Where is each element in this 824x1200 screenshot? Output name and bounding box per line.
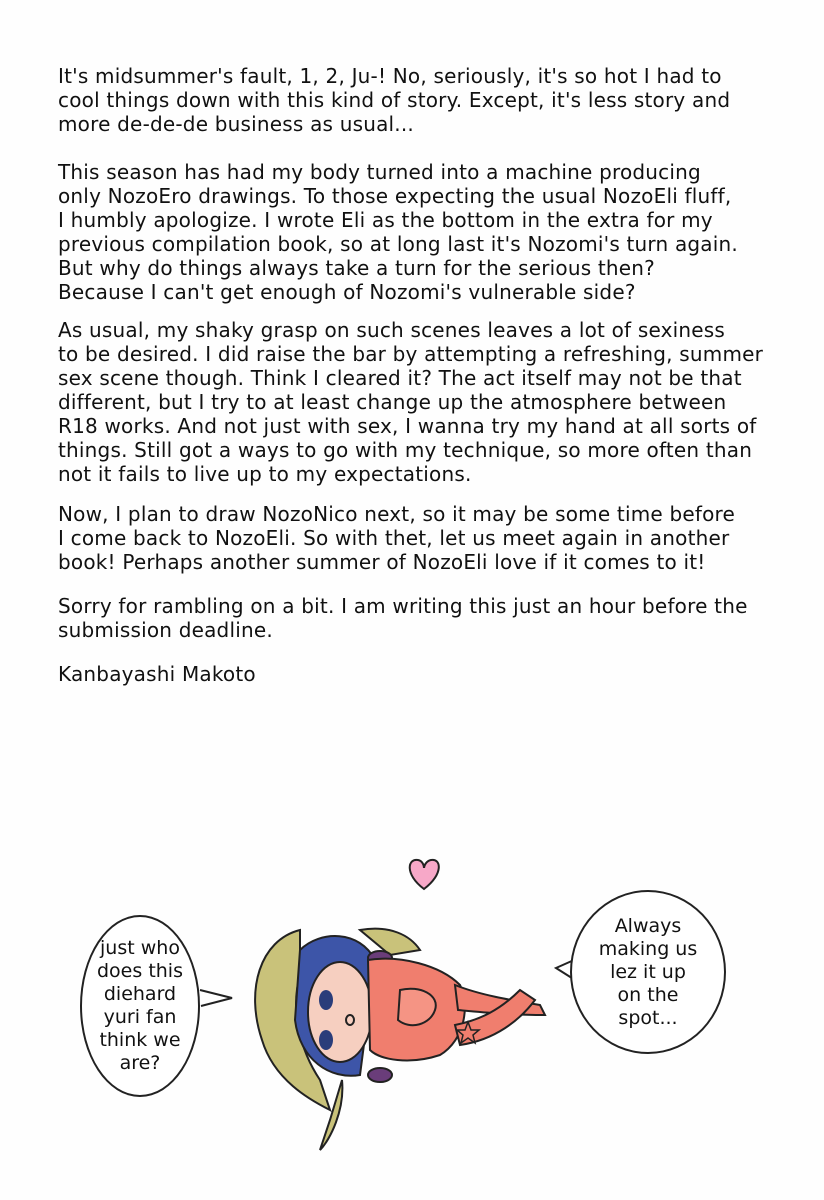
face xyxy=(308,962,372,1062)
paragraph-1: It's midsummer's fault, 1, 2, Ju-! No, seriously, it's so hot I had to cool things down with this kind of story. Except, it's less story and more de-de-de business as usual... xyxy=(58,64,731,136)
paragraph-5: Sorry for rambling on a bit. I am writing this just an hour before the submission deadline. xyxy=(58,594,748,642)
paragraph-3: As usual, my shaky grasp on such scenes leaves a lot of sexiness to be desired. I did raise the bar by attempting a refreshing, summer sex scene though. Think I cleared it? The act itself may not be that different, but I try to at least change up the atmosphere between R18 works. And not just with sex, I wanna try my hand at all sorts of things. Still got a ways to go with my technique, so more often than not it fails to live up to my expectations. xyxy=(58,318,764,486)
speech-bubble-left: just who does this diehard yuri fan think we are? xyxy=(80,915,200,1097)
paragraph-4: Now, I plan to draw NozoNico next, so it may be some time before I come back to NozoEli. So with thet, let us meet again in another book! Perhaps another summer of NozoEli love if it comes to it! xyxy=(58,502,736,574)
paragraph-2: This season has had my body turned into a machine producing only NozoEro drawings. To those expecting the usual NozoEli fluff, I humbly apologize. I wrote Eli as the bottom in the extra for my previous compilation book, so at long last it's Nozomi's turn again. But why do things always take a turn for the serious then? Because I can't get enough of Nozomi's vulnerable side? xyxy=(58,160,738,304)
heart-icon xyxy=(410,860,439,889)
author-signature: Kanbayashi Makoto xyxy=(58,662,256,686)
speech-bubble-right: Always making us lez it up on the spot... xyxy=(570,890,726,1054)
